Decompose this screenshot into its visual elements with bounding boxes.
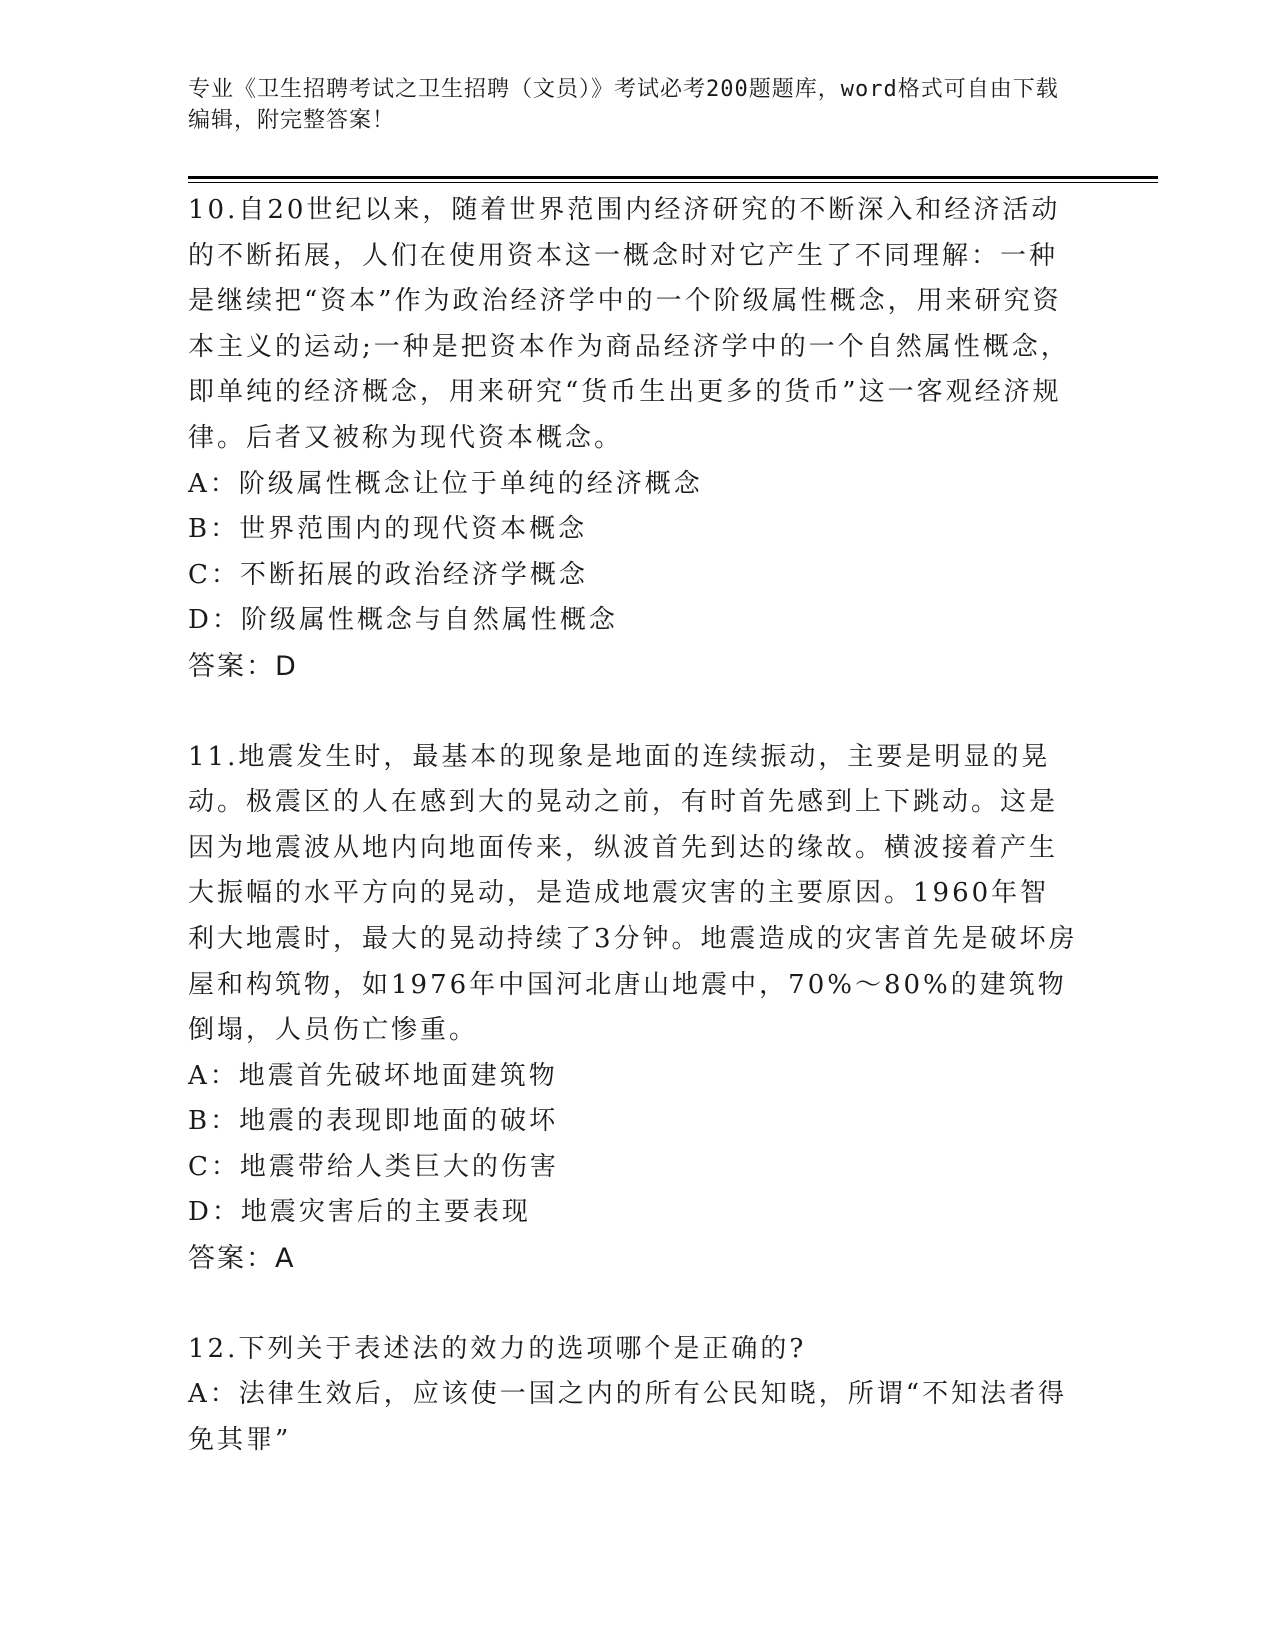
- document-header: 专业《卫生招聘考试之卫生招聘（文员）》考试必考200题题库，word格式可自由下载编辑，附完整答案！: [188, 77, 1059, 133]
- option-d: D：阶级属性概念与自然属性概念: [188, 605, 618, 636]
- question-10: [188, 188, 1078, 690]
- question-stem: 12.下列关于表述法的效力的选项哪个是正确的?: [188, 1333, 807, 1364]
- option-d: D：地震灾害后的主要表现: [188, 1197, 531, 1228]
- question-stem: 10.自20世纪以来，随着世界范围内经济研究的不断深入和经济活动的不断拓展，人们在使用资本这一概念时对它产生了不同理解：一种是继续把“资本”作为政治经济学中的一个阶级属性概念，用来研究资本主义的运动;一种是把资本作为商品经济学中的一个自然属性概念，即单纯的经济概念，用来研究“货币生出更多的货币”这一客观经济规律。后者又被称为现代资本概念。: [188, 195, 1070, 453]
- question-stem: 11.地震发生时，最基本的现象是地面的连续振动，主要是明显的晃动。极震区的人在感到大的晃动之前，有时首先感到上下跳动。这是因为地震波从地内向地面传来，纵波首先到达的缘故。横波接着产生大振幅的水平方向的晃动，是造成地震灾害的主要原因。1960年智利大地震时，最大的晃动持续了3分钟。地震造成的灾害首先是破坏房屋和构筑物，如1976年中国河北唐山地震中，70%～80%的建筑物倒塌，人员伤亡惨重。: [188, 741, 1078, 1046]
- option-a: A：地震首先破坏地面建筑物: [188, 1060, 558, 1091]
- question-11: [188, 735, 1078, 1282]
- option-c: C：不断拓展的政治经济学概念: [188, 559, 588, 590]
- header-divider-thin: [188, 182, 1158, 183]
- option-c: C：地震带给人类巨大的伤害: [188, 1151, 559, 1182]
- question-12: [188, 1327, 1078, 1464]
- answer-label: 答案：D: [188, 650, 298, 682]
- question-list: [188, 188, 1078, 1508]
- option-b: B：世界范围内的现代资本概念: [188, 514, 588, 545]
- option-b: B：地震的表现即地面的破坏: [188, 1106, 559, 1137]
- answer-label: 答案：A: [188, 1243, 296, 1275]
- option-a: A：法律生效后，应该使一国之内的所有公民知晓，所谓“不知法者得免其罪”: [188, 1379, 1068, 1455]
- header-divider-thick: [188, 176, 1158, 179]
- option-a: A：阶级属性概念让位于单纯的经济概念: [188, 468, 703, 499]
